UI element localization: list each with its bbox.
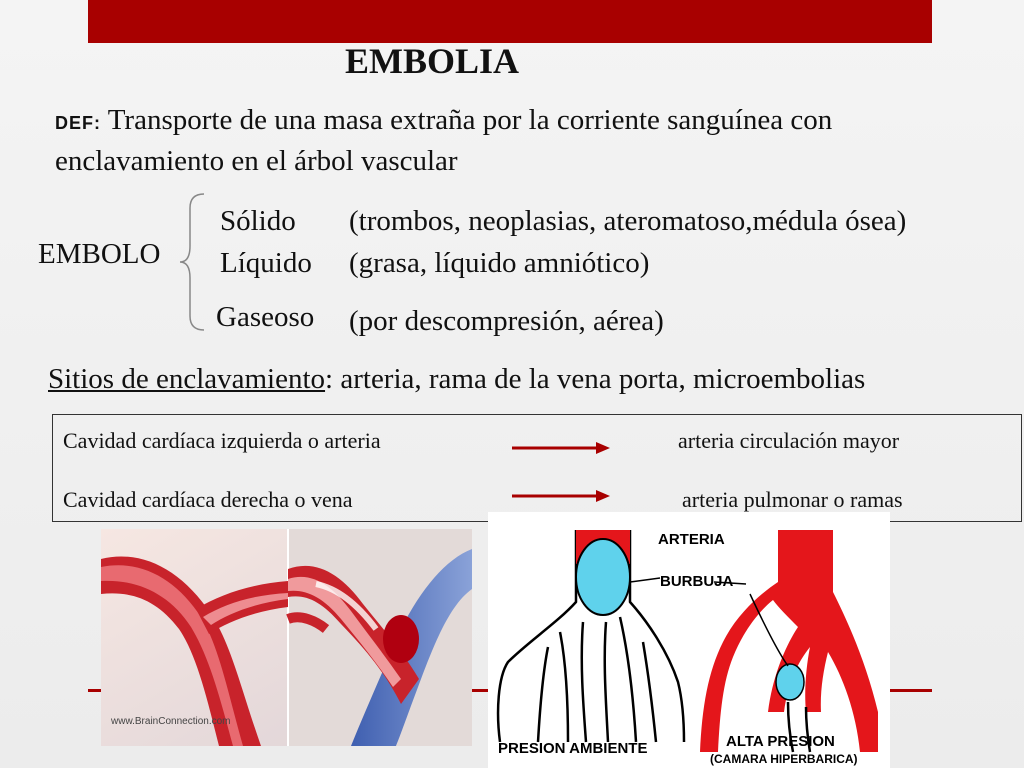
- sitios-text: : arteria, rama de la vena porta, microembolias: [325, 363, 866, 395]
- row-2-origin: Cavidad cardíaca derecha o vena: [63, 487, 353, 512]
- label-camara-hiperbarica: (CAMARA HIPERBARICA): [710, 752, 858, 766]
- embolo-type-gas-examples: (por descompresión, aérea): [349, 305, 664, 337]
- curly-brace-icon: [178, 192, 208, 332]
- embolo-type-liquid-examples: (grasa, líquido amniótico): [349, 247, 650, 279]
- decorative-line-mid: [472, 689, 488, 692]
- row-1-destination: arteria circulación mayor: [678, 428, 900, 453]
- embolo-type-solid: Sólido: [220, 205, 296, 237]
- top-accent-bar: [88, 0, 932, 43]
- embolo-type-gas: Gaseoso: [216, 301, 315, 333]
- definition-colon: :: [94, 113, 101, 133]
- label-alta-presion: ALTA PRESION: [726, 733, 835, 750]
- label-burbuja: BURBUJA: [660, 573, 734, 590]
- arrow-right-icon: [510, 439, 612, 457]
- embolo-type-liquid: Líquido: [220, 247, 312, 279]
- definition-line-1: [55, 104, 832, 137]
- sitios-label: Sitios de enclavamiento: [48, 363, 326, 395]
- label-presion-ambiente: PRESION AMBIENTE: [498, 740, 648, 757]
- sitios-line: [48, 363, 865, 396]
- definition-text-1: Transporte de una masa extraña por la corriente sanguínea con: [107, 104, 833, 136]
- label-arteria: ARTERIA: [658, 531, 725, 548]
- row-1-origin: Cavidad cardíaca izquierda o arteria: [63, 428, 381, 453]
- embolo-type-solid-examples: (trombos, neoplasias, ateromatoso,médula ósea): [349, 205, 907, 237]
- decorative-line-right: [890, 689, 932, 692]
- arrow-right-icon: [510, 487, 612, 505]
- embolo-label: EMBOLO: [38, 238, 161, 270]
- definition-tag: DEF: [55, 113, 94, 133]
- page-title: EMBOLIA: [344, 41, 520, 81]
- definition-line-2: enclavamiento en el árbol vascular: [55, 145, 458, 177]
- pressure-diagram: [488, 512, 890, 768]
- embolism-illustration: [101, 529, 472, 746]
- photo-watermark: www.BrainConnection.com: [111, 716, 231, 727]
- row-2-destination: arteria pulmonar o ramas: [682, 487, 903, 512]
